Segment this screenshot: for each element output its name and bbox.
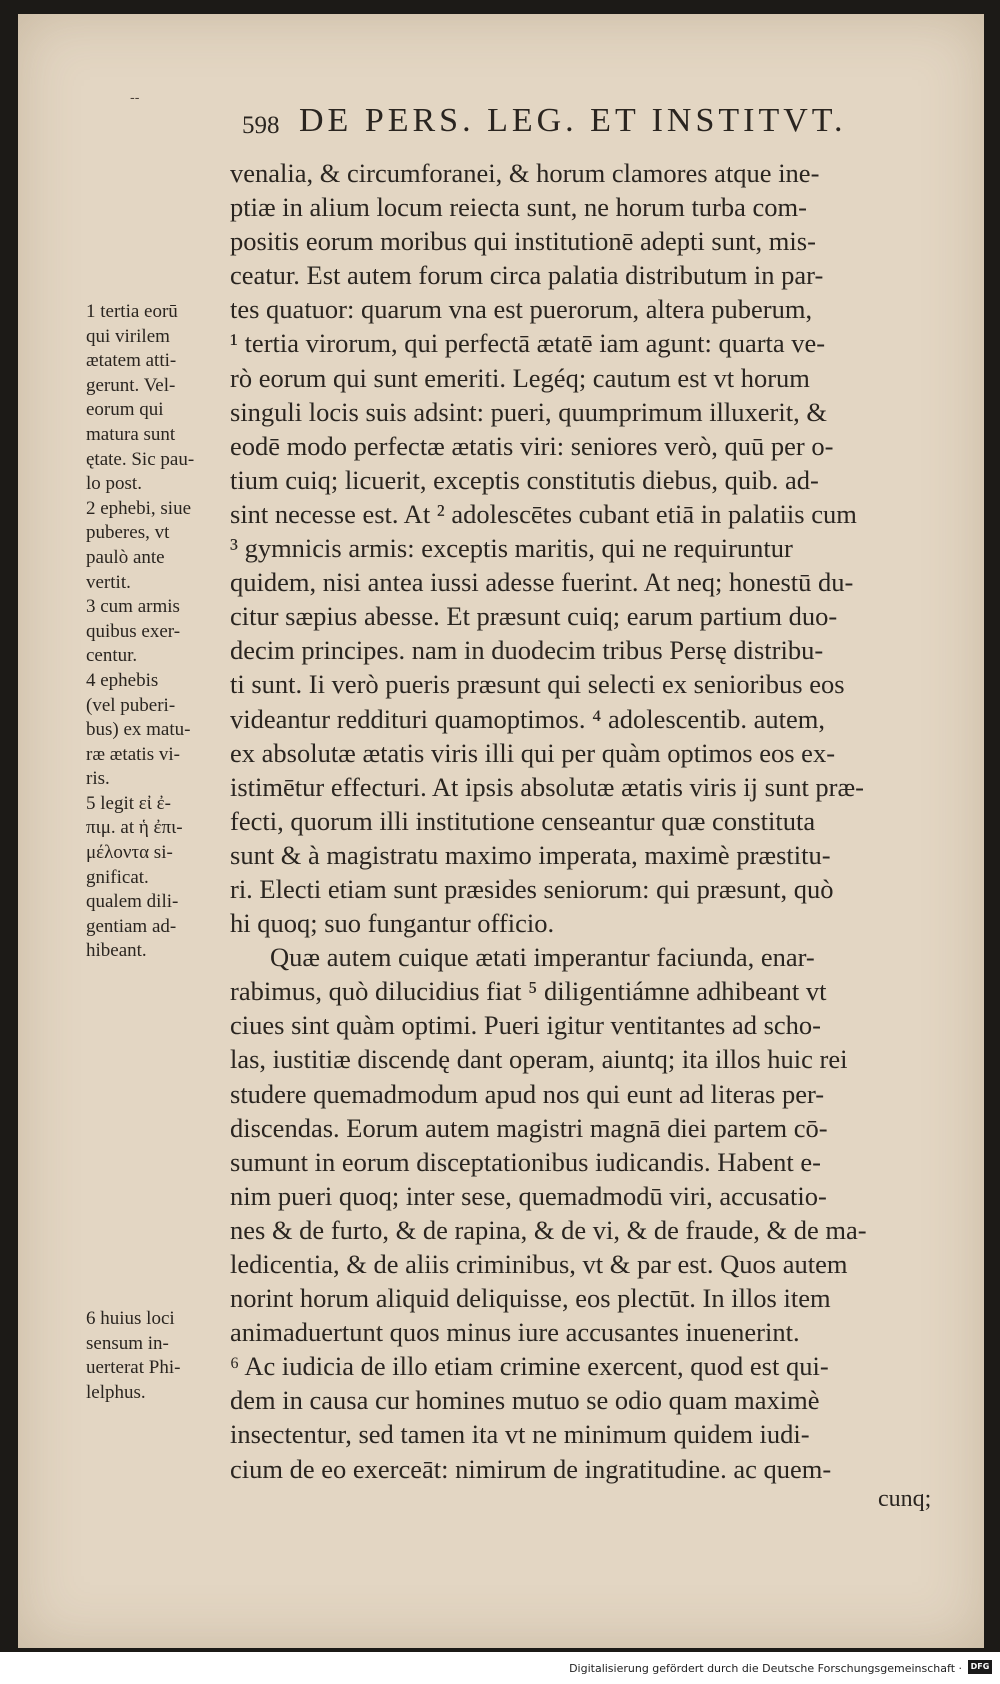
margin-note-line: 4 ephebis: [86, 669, 159, 691]
main-text-column: [230, 156, 955, 1486]
funding-credit: Digitalisierung gefördert durch die Deutsche Forschungsgemeinschaft ·: [569, 1662, 962, 1675]
margin-note-line: vertit.: [86, 571, 131, 593]
margin-note-line: centur.: [86, 645, 138, 667]
text-line: cium de eo exerceāt: nimirum de ingratitudine. ac quem-: [230, 1453, 832, 1484]
text-line: singuli locis suis adsint: pueri, quumprimum illuxerit, &: [230, 396, 827, 427]
corner-mark: --: [130, 90, 140, 106]
margin-note-line: 2 ephebi, siue: [86, 497, 192, 519]
margin-note-line: bus) ex matu-: [86, 719, 191, 741]
margin-note-line: μέλοντα si-: [86, 842, 173, 864]
text-line: ³ gymnicis armis: exceptis maritis, qui ne requiruntur: [230, 533, 793, 564]
margin-note-line: gnificat.: [86, 866, 149, 888]
text-line: citur sæpius abesse. Et præsunt cuiq; earum partium duo-: [230, 601, 838, 632]
margin-note-line: 3 cum armis: [86, 596, 180, 618]
text-line: ¹ tertia virorum, qui perfectā ætatē iam agunt: quarta ve-: [230, 328, 826, 359]
text-line: ledicentia, & de aliis criminibus, vt & par est. Quos autem: [230, 1249, 848, 1279]
text-line: discendas. Eorum autem magistri magnā diei partem cō-: [230, 1112, 828, 1143]
text-line: hi quoq; suo fungantur officio.: [230, 908, 555, 939]
margin-note-line: paulò ante: [86, 546, 165, 568]
margin-note-line: (vel puberi-: [86, 694, 176, 716]
margin-note-line: πιμ. at ἡ ἐπι-: [86, 817, 183, 839]
text-line: las, iustitiæ discendę dant operam, aiuntq; ita illos huic rei: [230, 1044, 848, 1075]
margin-note-line: ætatem atti-: [86, 350, 177, 372]
text-line: ptiæ in alium locum reiecta sunt, ne horum turba com-: [230, 192, 807, 223]
margin-note-line: gentiam ad-: [86, 915, 177, 937]
text-line: Quæ autem cuique ætati imperantur faciunda, enar-: [270, 942, 815, 973]
margin-note-line: ræ ætatis vi-: [86, 743, 180, 765]
text-line: eodē modo perfectæ ætatis viri: seniores verò, quū per o-: [230, 430, 834, 461]
margin-note-line: uerterat Phi-: [86, 1357, 181, 1379]
text-line: tes quatuor: quarum vna est puerorum, altera puberum,: [230, 294, 813, 325]
margin-note-line: hibeant.: [86, 940, 147, 962]
text-line: nes & de furto, & de rapina, & de vi, & de fraude, & de ma-: [230, 1214, 867, 1245]
text-line: sunt & à magistratu maximo imperata, maximè præstitu-: [230, 839, 831, 870]
text-line: sint necesse est. At ² adolescētes cubant etiā in palatiis cum: [230, 498, 857, 529]
margin-note-line: lo post.: [86, 473, 142, 495]
text-line: videantur reddituri quamoptimos. ⁴ adolescentib. autem,: [230, 703, 826, 734]
margin-note-line: 5 legit εἰ ἐ-: [86, 792, 171, 814]
margin-note-line: 1 tertia eorū: [86, 301, 178, 322]
text-line: quidem, nisi antea iussi adesse fuerint. At neq; honestū du-: [230, 567, 854, 598]
text-line: ex absolutæ ætatis viris illi qui per quàm optimos eos ex-: [230, 737, 836, 768]
text-line: studere quemadmodum apud nos qui eunt ad literas per-: [230, 1078, 825, 1109]
text-line: animaduertunt quos minus iure accusantes inuenerint.: [230, 1317, 800, 1348]
margin-notes-1-5: [86, 300, 246, 964]
text-line: dem in causa cur homines mutuo se odio quam maximè: [230, 1385, 820, 1416]
text-line: sumunt in eorum disceptationibus iudicandis. Habent e-: [230, 1146, 821, 1177]
margin-note-line: gerunt. Vel-: [86, 374, 176, 396]
text-line: insectentur, sed tamen ita vt ne minimum quidem iudi-: [230, 1419, 810, 1450]
text-line: tium cuiq; licuerit, exceptis constitutis diebus, quib. ad-: [230, 464, 819, 495]
text-line: fecti, quorum illi institutione censeantur quæ constituta: [230, 805, 816, 836]
text-line: positis eorum moribus qui institutionē adepti sunt, mis-: [230, 226, 816, 257]
margin-note-line: matura sunt: [86, 423, 176, 445]
margin-note-line: qui virilem: [86, 325, 170, 347]
text-line: istimētur effecturi. At ipsis absolutæ ætatis viris ij sunt præ-: [230, 771, 865, 802]
text-line: rabimus, quò dilucidius fiat ⁵ diligentiámne adhibeant vt: [230, 976, 827, 1007]
running-head: DE PERS. LEG. ET INSTITVT.: [299, 102, 847, 139]
page-number: 598: [242, 112, 280, 139]
margin-note-line: ętate. Sic pau-: [86, 448, 195, 470]
text-line: rò eorum qui sunt emeriti. Legéq; cautum est vt horum: [230, 362, 810, 393]
margin-note-line: sensum in-: [86, 1332, 169, 1354]
footer-bar: [0, 1652, 1000, 1684]
dfg-logo: DFG: [968, 1660, 992, 1674]
margin-note-line: lelphus.: [86, 1381, 146, 1403]
text-line: ⁶ Ac iudicia de illo etiam crimine exercent, quod est qui-: [230, 1351, 829, 1382]
margin-note-line: 6 huius loci: [86, 1308, 175, 1329]
text-line: norint horum aliquid deliquisse, eos plectūt. In illos item: [230, 1283, 831, 1314]
margin-note-line: ris.: [86, 768, 110, 790]
margin-note-line: eorum qui: [86, 399, 164, 421]
margin-note-line: quibus exer-: [86, 620, 181, 642]
book-page: [18, 14, 984, 1648]
text-line: decim principes. nam in duodecim tribus Persę distribu-: [230, 635, 824, 666]
catchword: cunq;: [878, 1486, 932, 1512]
text-line: ceatur. Est autem forum circa palatia distributum in par-: [230, 260, 824, 291]
text-line: ti sunt. Ii verò pueris præsunt qui selecti ex senioribus eos: [230, 669, 845, 700]
margin-note-line: qualem dili-: [86, 891, 179, 913]
text-line: ciues sint quàm optimi. Pueri igitur ventitantes ad scho-: [230, 1010, 821, 1041]
text-line: ri. Electi etiam sunt præsides seniorum: qui præsunt, quò: [230, 873, 834, 904]
margin-note-line: puberes, vt: [86, 522, 170, 544]
text-line: venalia, & circumforanei, & horum clamores atque ine-: [230, 158, 820, 188]
margin-notes-6: [86, 1307, 246, 1405]
text-line: nim pueri quoq; inter sese, quemadmodū viri, accusatio-: [230, 1180, 827, 1211]
